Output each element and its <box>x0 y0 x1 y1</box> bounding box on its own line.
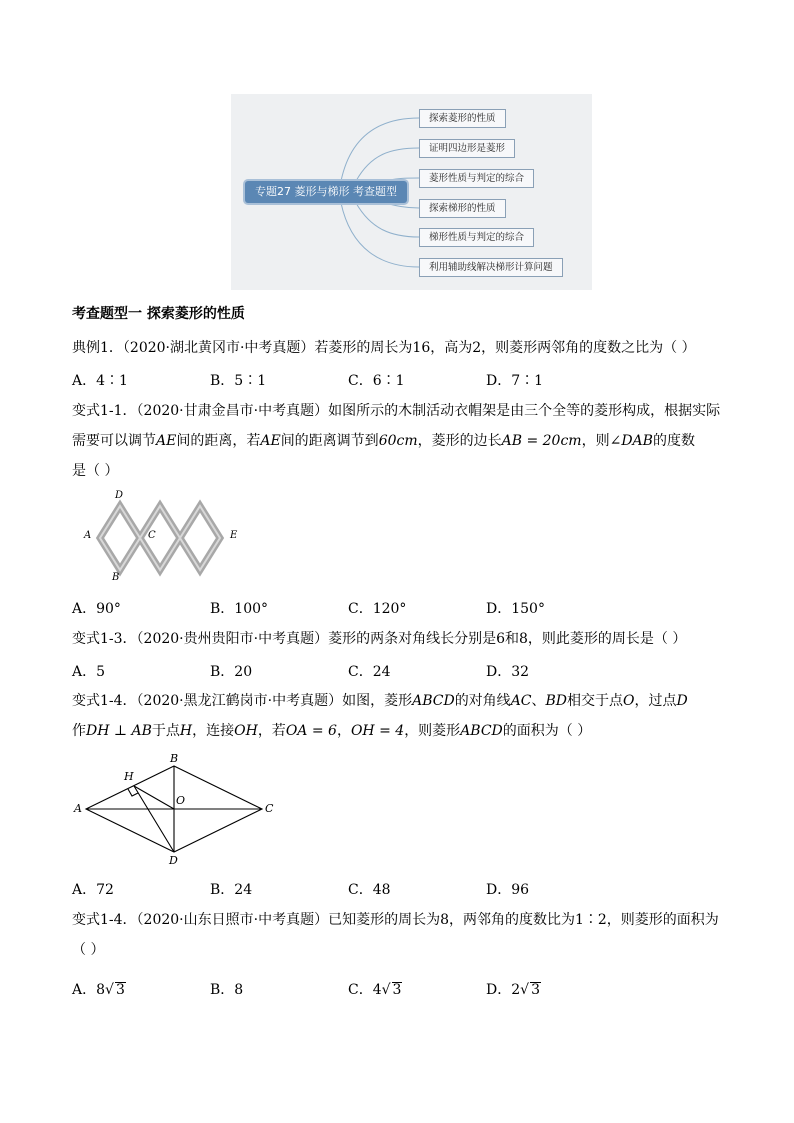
mindmap-branch-1: 探索菱形的性质 <box>419 109 506 128</box>
fig2-label-h: H <box>124 770 134 783</box>
connector-5 <box>356 203 419 237</box>
fig2-label-c: C <box>265 802 274 815</box>
q3-option-c: C．24 <box>348 664 391 680</box>
fig1-label-d: D <box>115 490 124 501</box>
fig1-label-c: C <box>148 530 156 541</box>
fig1-label-a: A <box>84 530 92 541</box>
q2-option-a: A．90° <box>72 601 121 617</box>
fig2-label-o: O <box>176 794 186 807</box>
question-5-line-2: （ ） <box>72 942 105 958</box>
q5-option-b: B．8 <box>210 982 244 998</box>
mindmap <box>231 94 592 290</box>
coat-rack-figure <box>80 490 250 585</box>
question-2-line-3: 是（ ） <box>72 463 119 479</box>
connector-1 <box>341 118 419 181</box>
rhombus-drawing <box>72 752 282 870</box>
question-5-line-1: 变式1-4．（2020·山东日照市·中考真题）已知菱形的周长为8，两邻角的度数比为1∶2，则菱形的面积为 <box>72 912 719 928</box>
mindmap-central-topic: 专题27 菱形与梯形 考查题型 <box>245 181 407 203</box>
q3-option-d: D．32 <box>486 664 530 680</box>
mindmap-branch-6: 利用辅助线解决梯形计算问题 <box>419 258 563 277</box>
q4-option-c: C．48 <box>348 882 391 898</box>
q3-option-b: B．20 <box>210 664 253 680</box>
q5-option-d: D．2√ 3 <box>486 982 540 998</box>
q3-option-a: A．5 <box>72 664 106 680</box>
question-4-line-1: 变式1-4．（2020·黑龙江鹤岗市·中考真题）如图，菱形ABCD的对角线AC、BD相交于点O，过点D <box>72 693 688 709</box>
connector-6 <box>341 203 419 267</box>
question-4-line-2: 作DH ⊥ AB于点H，连接OH，若OA = 6，OH = 4，则菱形ABCD的面积为（ ） <box>72 723 592 739</box>
question-2-line-2: 需要可以调节AE间的距离，若AE间的距离调节到60cm，菱形的边长AB = 20cm，则∠DAB的度数 <box>72 433 695 449</box>
fig1-label-b: B <box>112 572 120 583</box>
fig2-label-b: B <box>170 752 179 765</box>
q2-option-c: C．120° <box>348 601 407 617</box>
q5-option-c: C．4√ 3 <box>348 982 402 998</box>
question-3-text: 变式1-3．（2020·贵州贵阳市·中考真题）菱形的两条对角线长分别是6和8，则此菱形的周长是（ ） <box>72 631 687 647</box>
question-1-text: 典例1．（2020·湖北黄冈市·中考真题）若菱形的周长为16，高为2，则菱形两邻角的度数之比为（ ） <box>72 340 696 356</box>
q1-option-a: A．4∶1 <box>72 373 128 389</box>
mindmap-branch-2: 证明四边形是菱形 <box>419 139 515 158</box>
rhombus-figure <box>72 752 282 870</box>
q2-option-b: B．100° <box>210 601 269 617</box>
fig1-label-e: E <box>230 530 238 541</box>
q5-option-a: A．8√ 3 <box>72 982 125 998</box>
q4-option-a: A．72 <box>72 882 114 898</box>
q4-option-b: B．24 <box>210 882 253 898</box>
mindmap-branch-5: 梯形性质与判定的综合 <box>419 228 534 247</box>
q1-option-c: C．6∶1 <box>348 373 405 389</box>
mindmap-branch-3: 菱形性质与判定的综合 <box>419 169 534 188</box>
coat-rack-drawing <box>80 490 250 585</box>
question-2-line-1: 变式1-1．（2020·甘肃金昌市·中考真题）如图所示的木制活动衣帽架是由三个全等的菱形构成，根据实际 <box>72 403 721 419</box>
section-title: 考查题型一 探索菱形的性质 <box>72 306 245 322</box>
q1-option-d: D．7∶1 <box>486 373 544 389</box>
q1-option-b: B．5∶1 <box>210 373 267 389</box>
mindmap-branch-4: 探索梯形的性质 <box>419 199 506 218</box>
fig2-label-a: A <box>74 802 82 815</box>
fig2-label-d: D <box>169 854 178 867</box>
connector-2 <box>356 148 419 181</box>
q4-option-d: D．96 <box>486 882 530 898</box>
q2-option-d: D．150° <box>486 601 545 617</box>
